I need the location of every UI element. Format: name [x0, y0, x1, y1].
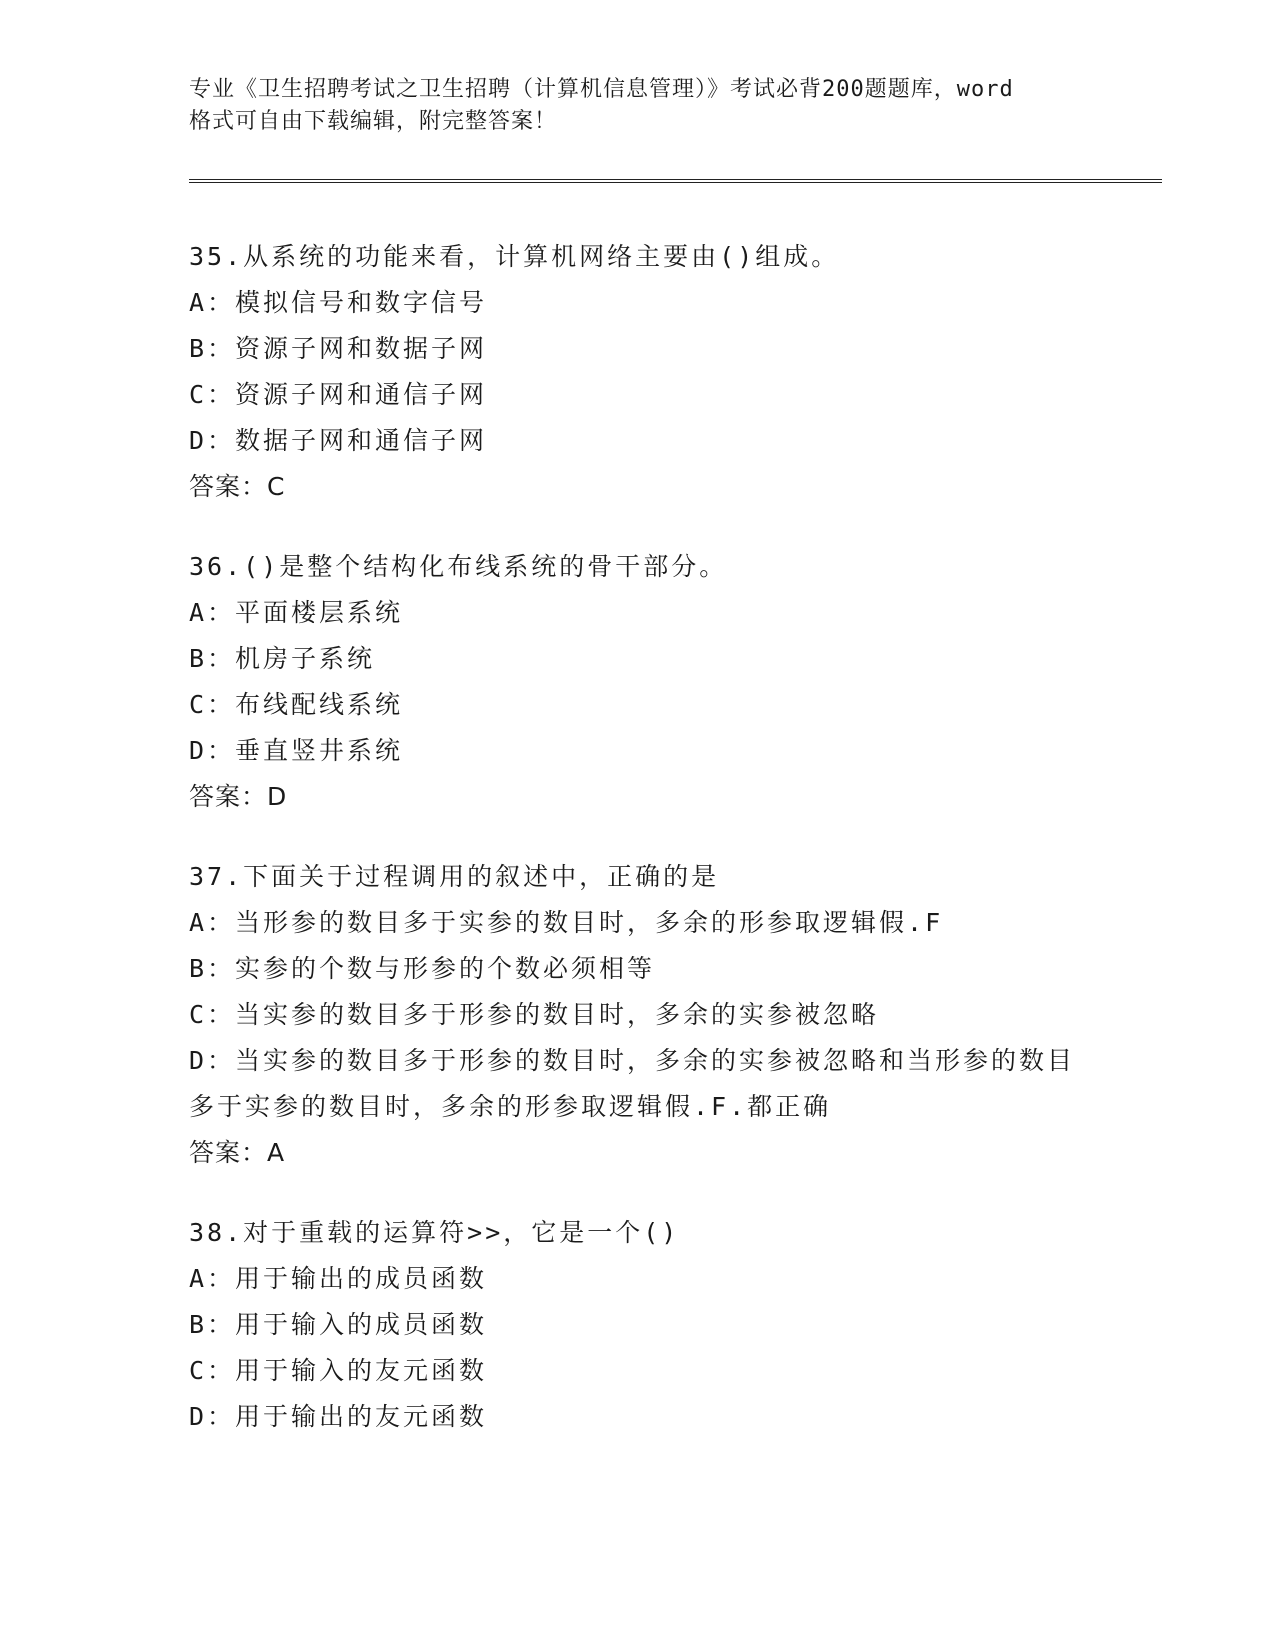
option-d: D：当实参的数目多于形参的数目时，多余的实参被忽略和当形参的数目多于实参的数目时，多余的形参取逻辑假.F.都正确	[189, 1046, 1076, 1121]
option-c: C：用于输入的友元函数	[189, 1356, 488, 1385]
question-38	[189, 1210, 1139, 1440]
header-double-rule	[189, 179, 1162, 183]
option-d: D：数据子网和通信子网	[189, 426, 488, 455]
option-b: B：机房子系统	[189, 644, 376, 673]
option-c: C：布线配线系统	[189, 690, 404, 719]
option-b: B：资源子网和数据子网	[189, 334, 488, 363]
option-a: A：平面楼层系统	[189, 598, 404, 627]
header-line-1: 专业《卫生招聘考试之卫生招聘（计算机信息管理）》考试必背200题题库，word	[189, 77, 1014, 102]
question-stem: 38.对于重载的运算符>>，它是一个()	[189, 1218, 680, 1247]
question-stem: 37.下面关于过程调用的叙述中，正确的是	[189, 862, 720, 891]
option-d: D：垂直竖井系统	[189, 736, 404, 765]
header-line-2: 格式可自由下载编辑，附完整答案！	[189, 109, 558, 134]
option-a: A：当形参的数目多于实参的数目时，多余的形参取逻辑假.F	[189, 908, 944, 937]
option-d: D：用于输出的友元函数	[189, 1402, 488, 1431]
option-c: C：当实参的数目多于形参的数目时，多余的实参被忽略	[189, 1000, 880, 1029]
page-header	[189, 74, 1089, 138]
option-b: B：用于输入的成员函数	[189, 1310, 488, 1339]
answer-line: 答案：A	[189, 1138, 286, 1167]
question-37	[189, 854, 1139, 1176]
question-stem: 35.从系统的功能来看，计算机网络主要由()组成。	[189, 242, 840, 271]
question-35	[189, 234, 1139, 510]
question-36	[189, 544, 1139, 820]
option-a: A：模拟信号和数字信号	[189, 288, 488, 317]
answer-line: 答案：C	[189, 472, 286, 501]
option-c: C：资源子网和通信子网	[189, 380, 488, 409]
option-b: B：实参的个数与形参的个数必须相等	[189, 954, 656, 983]
question-list	[189, 234, 1139, 1474]
option-a: A：用于输出的成员函数	[189, 1264, 488, 1293]
answer-line: 答案：D	[189, 782, 288, 811]
question-stem: 36.()是整个结构化布线系统的骨干部分。	[189, 552, 728, 581]
